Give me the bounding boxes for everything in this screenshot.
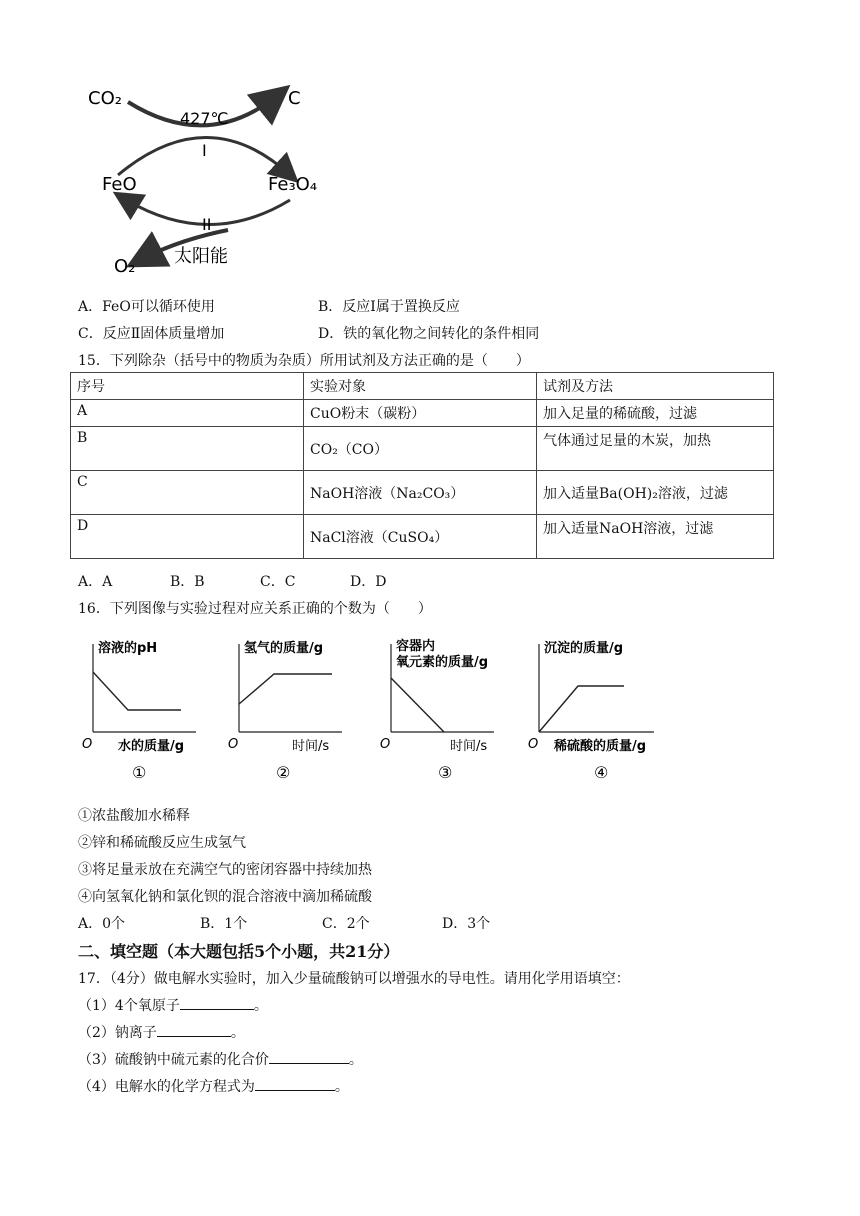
q17-item-4 [78, 1076, 349, 1096]
reaction-1-label: I [202, 141, 207, 160]
graph-3-oxygen [376, 636, 516, 786]
q16-item-3: ③将足量汞放在充满空气的密闭容器中持续加热 [78, 862, 372, 878]
q17-item-2 [78, 1022, 245, 1042]
q14-option-b: B．反应I属于置换反应 [318, 299, 460, 315]
answer-blank[interactable] [180, 997, 254, 1010]
punctuation: 。 [253, 998, 268, 1014]
graph-1-ylabel: 溶液的pH [98, 641, 158, 656]
graph-origin: O [228, 737, 239, 752]
row-object: CO₂（CO） [304, 427, 537, 471]
q15-table [70, 372, 774, 559]
graph-2-ylabel: 氢气的质量/g [244, 641, 324, 656]
q16-item-4: ④向氢氧化钠和氯化钡的混合溶液中滴加稀硫酸 [78, 889, 372, 905]
q15-stem: 15．下列除杂（括号中的物质为杂质）所用试剂及方法正确的是（ ） [78, 353, 530, 369]
q14-option-d: D．铁的氧化物之间转化的条件相同 [318, 326, 540, 342]
row-method: 气体通过足量的木炭，加热 [537, 427, 774, 471]
header-object: 实验对象 [304, 373, 537, 400]
graph-2-line [239, 674, 332, 704]
o2-label: O₂ [114, 256, 136, 277]
table-header-row [71, 373, 774, 400]
row-object: NaOH溶液（Na₂CO₃） [304, 471, 537, 515]
graph-origin: O [380, 737, 391, 752]
punctuation: 。 [334, 1079, 349, 1095]
q16-option-d: D．3个 [442, 916, 491, 932]
row-object: NaCl溶液（CuSO₄） [304, 515, 537, 559]
q16-option-c: C．2个 [322, 916, 370, 932]
q17-item-2-text: （2）钠离子 [78, 1025, 157, 1041]
c-label: C [288, 88, 301, 109]
q15-option-a: A．A [78, 574, 113, 590]
row-method: 加入适量Ba(OH)₂溶液，过滤 [537, 471, 774, 515]
graph-3-line [391, 678, 444, 732]
q15-option-b: B．B [170, 574, 205, 590]
q16-option-a: A．0个 [78, 916, 126, 932]
row-object: CuO粉末（碳粉） [304, 400, 537, 427]
punctuation: 。 [230, 1025, 245, 1041]
q17-item-4-text: （4）电解水的化学方程式为 [78, 1079, 255, 1095]
co2-label: CO₂ [88, 88, 122, 109]
graph-4-line [539, 686, 624, 732]
graph-4-precipitate [524, 636, 674, 786]
table-row [71, 515, 774, 559]
table-row [71, 400, 774, 427]
answer-blank[interactable] [157, 1024, 231, 1037]
fe3o4-label: Fe₃O₄ [268, 174, 318, 195]
reaction-2-label: II [202, 215, 212, 234]
table-row [71, 427, 774, 471]
q15-option-c: C．C [260, 574, 296, 590]
graph-2-number: ② [276, 763, 291, 782]
row-id: C [71, 471, 304, 515]
row-id: B [71, 427, 304, 471]
graph-1-xlabel: 水的质量/g [118, 739, 185, 754]
temp-label: 427℃ [180, 109, 229, 128]
graph-3-number: ③ [438, 763, 453, 782]
graph-3-ylabel-line2: 氧元素的质量/g [396, 655, 489, 670]
q16-stem: 16．下列图像与实验过程对应关系正确的个数为（ ） [78, 601, 432, 617]
graph-4-ylabel: 沉淀的质量/g [544, 641, 624, 656]
q14-option-a: A．FeO可以循环使用 [78, 299, 215, 315]
header-id: 序号 [71, 373, 304, 400]
table-row [71, 471, 774, 515]
section-heading: 二、填空题（本大题包括5个小题，共21分） [78, 942, 400, 961]
q16-option-b: B．1个 [200, 916, 248, 932]
graph-2-xlabel: 时间/s [292, 739, 330, 754]
graph-origin: O [82, 737, 93, 752]
punctuation: 。 [348, 1052, 363, 1068]
graph-origin: O [528, 737, 539, 752]
q14-option-c: C．反应Ⅱ固体质量增加 [78, 326, 225, 342]
row-method: 加入适量NaOH溶液，过滤 [537, 515, 774, 559]
q17-stem: 17．（4分）做电解水实验时，加入少量硫酸钠可以增强水的导电性。请用化学用语填空： [78, 971, 630, 987]
solar-energy-label: 太阳能 [174, 246, 228, 267]
q16-item-1: ①浓盐酸加水稀释 [78, 808, 190, 824]
graph-3-xlabel: 时间/s [450, 739, 488, 754]
graph-2-hydrogen [224, 636, 364, 786]
feo-label: FeO [102, 174, 137, 195]
answer-blank[interactable] [269, 1051, 349, 1064]
q17-item-3 [78, 1049, 363, 1069]
graph-1-line [93, 672, 181, 710]
q16-item-2: ②锌和稀硫酸反应生成氢气 [78, 835, 246, 851]
row-method: 加入足量的稀硫酸，过滤 [537, 400, 774, 427]
row-id: D [71, 515, 304, 559]
graph-3-ylabel-line1: 容器内 [396, 639, 436, 654]
q17-item-1-text: （1）4个氧原子 [78, 998, 180, 1014]
graph-4-xlabel: 稀硫酸的质量/g [554, 739, 647, 754]
row-id: A [71, 400, 304, 427]
iron-oxide-cycle-diagram [78, 80, 348, 280]
q15-option-d: D．D [350, 574, 387, 590]
graph-1-number: ① [132, 763, 147, 782]
graph-1-ph [78, 636, 208, 786]
header-method: 试剂及方法 [537, 373, 774, 400]
q17-item-1 [78, 995, 268, 1015]
q17-item-3-text: （3）硫酸钠中硫元素的化合价 [78, 1052, 269, 1068]
graph-4-number: ④ [594, 763, 609, 782]
answer-blank[interactable] [255, 1078, 335, 1091]
